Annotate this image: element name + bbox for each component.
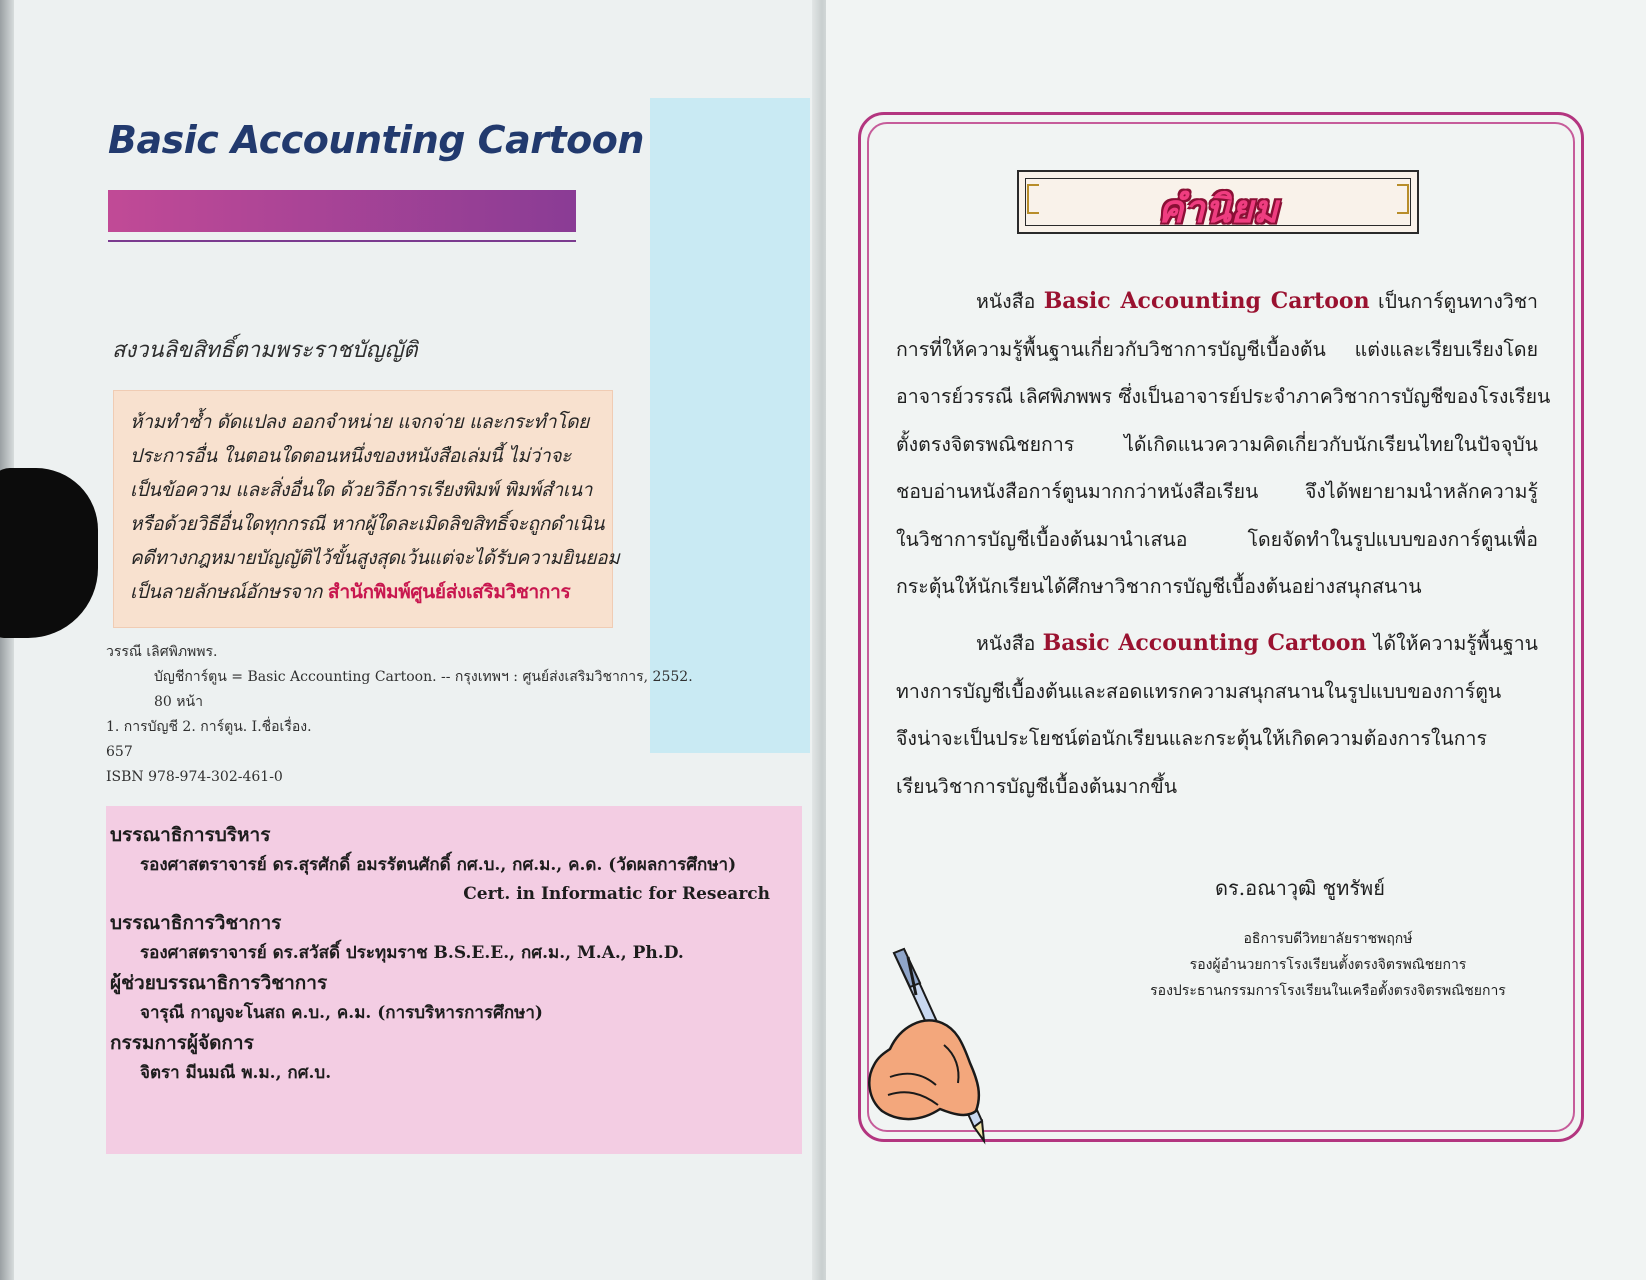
para-prefix: หนังสือ	[976, 290, 1036, 313]
para-line: ในวิชาการบัญชีเบื้องต้นมานำเสนอ โดยจัดทำในรูปแบบของการ์ตูนเพื่อ	[896, 527, 1538, 551]
title-rule	[108, 240, 576, 242]
para-prefix: หนังสือ	[976, 632, 1036, 655]
cip-isbn: ISBN 978-974-302-461-0	[106, 769, 283, 785]
page-edge	[0, 0, 14, 1280]
signatory-position: รองผู้อำนวยการโรงเรียนตั้งตรงจิตรพณิชยการ	[1189, 957, 1467, 973]
para-line: การที่ให้ความรู้พื้นฐานเกี่ยวกับวิชาการบัญชีเบื้องต้น แต่งและเรียบเรียงโดย	[896, 337, 1538, 361]
preface-paragraph-1	[896, 278, 1551, 611]
notice-line: หรือด้วยวิธีอื่นใดทุกกรณี หากผู้ใดละเมิดลิขสิทธิ์จะถูกดำเนิน	[130, 513, 605, 535]
hand-icon	[869, 1021, 979, 1120]
para-line	[896, 620, 1538, 668]
book-name-highlight: Basic Accounting Cartoon	[1042, 630, 1367, 656]
cip-title: บัญชีการ์ตูน = Basic Accounting Cartoon. -- กรุงเทพฯ : ศูนย์ส่งเสริมวิชาการ, 2552.	[154, 669, 693, 685]
cataloging-data	[106, 640, 693, 790]
exec-editor-name: รองศาสตราจารย์ ดร.สุรศักดิ์ อมรรัตนศักดิ์ กศ.บ., กศ.ม., ค.ด. (วัดผลการศึกษา)	[140, 855, 737, 875]
signatory-position: รองประธานกรรมการโรงเรียนในเครือตั้งตรงจิตรพณิชยการ	[1150, 983, 1506, 999]
notice-line-last	[130, 575, 600, 609]
cip-pages: 80 หน้า	[154, 694, 203, 710]
copyright-notice	[113, 390, 620, 628]
para-line: ทางการบัญชีเบื้องต้นและสอดแทรกความสนุกสนานในรูปแบบของการ์ตูน	[896, 679, 1502, 703]
notice-line: เป็นข้อความ และสิ่งอื่นใด ด้วยวิธีการเรียงพิมพ์ พิมพ์สำเนา	[130, 479, 593, 501]
exec-editor-title: บรรณาธิการบริหาร	[110, 824, 271, 846]
para-line: เรียนวิชาการบัญชีเบื้องต้นมากขึ้น	[896, 774, 1178, 798]
notice-line: ห้ามทำซ้ำ ดัดแปลง ออกจำหน่าย แจกจ่าย และกระทำโดย	[130, 411, 589, 433]
editorial-staff	[110, 820, 810, 1088]
para-line: กระตุ้นให้นักเรียนได้ศึกษาวิชาการบัญชีเบื้องต้นอย่างสนุกสนาน	[896, 575, 1422, 598]
title-bar	[108, 190, 576, 232]
md-title: กรรมการผู้จัดการ	[110, 1032, 254, 1054]
para-line: ชอบอ่านหนังสือการ์ตูนมากกว่าหนังสือเรียน จึงได้พยายามนำหลักความรู้	[896, 480, 1538, 503]
preface-title-box	[1017, 170, 1419, 234]
para-suffix: ได้ให้ความรู้พื้นฐาน	[1373, 632, 1538, 655]
md-name: จิตรา มีนมณี พ.ม., กศ.บ.	[140, 1063, 332, 1083]
exec-editor-cert: Cert. in Informatic for Research	[463, 884, 770, 904]
hand-with-pen-icon	[860, 945, 1010, 1145]
publisher-name: สำนักพิมพ์ศูนย์ส่งเสริมวิชาการ	[327, 581, 571, 603]
para-line	[896, 278, 1538, 326]
cip-author: วรรณี เลิศพิภพพร.	[106, 644, 218, 660]
preface-title: คำนิยม	[1157, 187, 1279, 231]
notice-prefix: เป็นลายลักษณ์อักษรจาก	[130, 581, 323, 603]
signatory-position: อธิการบดีวิทยาลัยราชพฤกษ์	[1243, 931, 1413, 947]
para-suffix: เป็นการ์ตูนทางวิชา	[1377, 290, 1539, 313]
notice-line: คดีทางกฎหมายบัญญัติไว้ขั้นสูงสุดเว้นแต่จะได้รับความยินยอม	[130, 547, 620, 569]
asst-editor-title: ผู้ช่วยบรรณาธิการวิชาการ	[110, 972, 328, 994]
cip-subjects: 1. การบัญชี 2. การ์ตูน. I.ชื่อเรื่อง.	[106, 719, 312, 735]
notice-line: ประการอื่น ในตอนใดตอนหนึ่งของหนังสือเล่มนี้ ไม่ว่าจะ	[130, 445, 572, 467]
signatory-name: ดร.อณาวุฒิ ชูทรัพย์	[1215, 876, 1385, 900]
book-title: Basic Accounting Cartoon	[108, 118, 644, 162]
acad-editor-title: บรรณาธิการวิชาการ	[110, 912, 282, 934]
copyright-heading: สงวนลิขสิทธิ์ตามพระราชบัญญัติ	[112, 338, 418, 363]
cip-class-no: 657	[106, 744, 133, 760]
para-line: จึงน่าจะเป็นประโยชน์ต่อนักเรียนและกระตุ้นให้เกิดความต้องการในการ	[896, 727, 1487, 750]
para-line: อาจารย์วรรณี เลิศพิภพพร ซึ่งเป็นอาจารย์ประจำภาควิชาการบัญชีของโรงเรียน	[896, 385, 1551, 408]
preface-paragraph-2	[896, 620, 1538, 810]
book-name-highlight: Basic Accounting Cartoon	[1043, 288, 1370, 314]
asst-editor-name: จารุณี กาญจะโนสถ ค.บ., ค.ม. (การบริหารการศึกษา)	[140, 1003, 543, 1023]
para-line: ตั้งตรงจิตรพณิชยการ ได้เกิดแนวความคิดเกี่ยวกับนักเรียนไทยในปัจจุบัน	[896, 432, 1538, 456]
acad-editor-name: รองศาสตราจารย์ ดร.สวัสดิ์ ประทุมราช B.S.E.E., กศ.ม., M.A., Ph.D.	[140, 943, 684, 963]
